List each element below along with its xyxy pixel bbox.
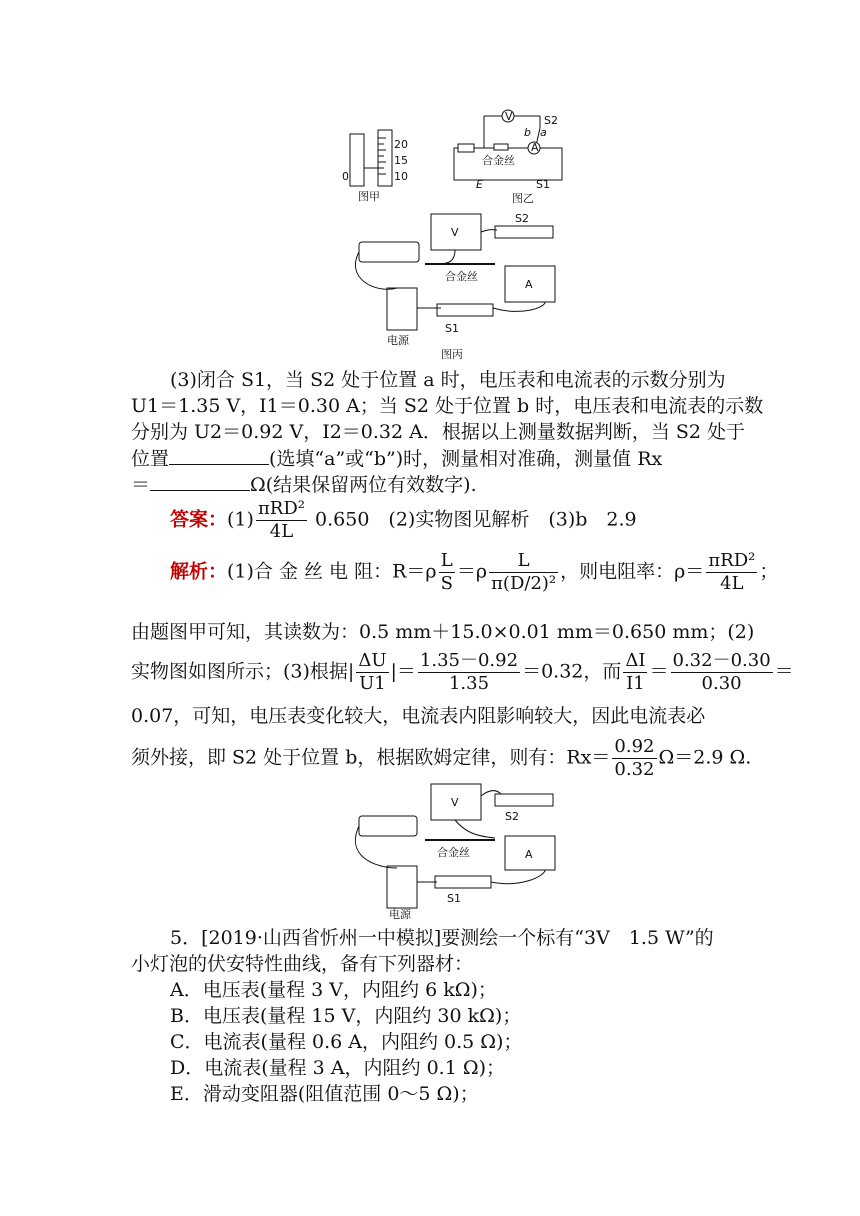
yi-a-label: A [531, 141, 539, 154]
figure-bing-apparatus [345, 208, 580, 360]
caption-jia: 图甲 [358, 190, 380, 203]
frac-voltage-change: $\frac{1.35-0.92}{1.35}$ [419, 650, 519, 694]
q5-option-c: C．电流表(量程 0.6 A，内阻约 0.5 Ω)； [170, 1031, 523, 1053]
analysis-line-4: 0.07，可知，电压表变化较大，电流表内阻影响较大，因此电流表必 [131, 705, 706, 727]
analysis-label: 解析： [170, 560, 228, 583]
figure-yi-circuit [440, 106, 570, 206]
q3-line-3: 分别为 U2＝0.92 V，I2＝0.32 A．根据以上测量数据判断，当 S2 处于 [131, 421, 746, 443]
figure-apparatus-answer [345, 776, 580, 920]
yi-alloy-label: 合金丝 [482, 154, 515, 167]
analysis-line-1: 解析：(1)合 金 丝 电 阻：R＝ρ $\frac{L}{S}$ ＝ρ $\frac{L}{\text{π(D/2)²}}$ ，则电阻率：ρ＝ $\frac{\text{πRD²}}{4L}$ ； [170, 550, 779, 594]
answer-part1: (1) [227, 508, 254, 531]
ans-fig-v-label: V [451, 796, 459, 809]
answer-rest: 0.650 (2)实物图见解析 (3)b 2.9 [315, 508, 637, 531]
q5-option-b: B．电压表(量程 15 V，内阻约 30 kΩ)； [170, 1005, 522, 1027]
scale-20: 20 [394, 138, 408, 151]
q3-l4-prefix: 位置 [131, 448, 170, 470]
q3-line-1: (3)闭合 S1，当 S2 处于位置 a 时，电压表和电流表的示数分别为 [170, 369, 726, 391]
yi-e-label: E [476, 178, 483, 191]
scale-0: 0 [342, 170, 349, 183]
q5-option-e: E．滑动变阻器(阻值范围 0～5 Ω)； [170, 1083, 479, 1105]
yi-a-pos-label: a [540, 126, 547, 139]
q5-line-1: 5．[2019·山西省忻州一中模拟]要测绘一个标有“3V 1.5 W”的 [170, 927, 714, 949]
yi-s1-label: S1 [536, 178, 550, 191]
frac-di-i1: $\frac{\Delta I}{I1}$ [625, 650, 646, 694]
q3-line-2: U1＝1.35 V，I1＝0.30 A；当 S2 处于位置 b 时，电压表和电流表的示数 [131, 395, 764, 417]
scale-10: 10 [394, 170, 408, 183]
answer-blank-position[interactable] [169, 446, 269, 465]
q5-line-2: 小灯泡的伏安特性曲线，备有下列器材： [131, 953, 474, 975]
frac-l-area: $\frac{L}{\text{π(D/2)²}}$ [491, 550, 557, 594]
q3-line-4 [131, 446, 662, 471]
bing-alloy-label: 合金丝 [445, 270, 478, 283]
q5-option-d: D．电流表(量程 3 A，内阻约 0.1 Ω)； [170, 1057, 505, 1079]
analysis-line-5: 须外接，即 S2 处于位置 b，根据欧姆定律，则有：Rx＝ $\frac{0.92}{0.32}$ Ω＝2.9 Ω. [131, 736, 752, 780]
frac-du-u1: $\frac{\Delta U}{U1}$ [358, 650, 387, 694]
answer-label: 答案： [170, 508, 228, 531]
yi-s2-label: S2 [544, 114, 558, 127]
analysis-line-2: 由题图甲可知，其读数为：0.5 mm＋15.0×0.01 mm＝0.650 mm；(2) [131, 621, 755, 643]
frac-resistivity: $\frac{\text{πRD²}}{4L}$ [708, 550, 756, 594]
ans-fig-a-label: A [525, 848, 533, 861]
bing-power-label: 电源 [387, 334, 409, 347]
ans-fig-s1-label: S1 [447, 892, 461, 905]
q3-line-5 [131, 472, 477, 497]
bing-v-label: V [451, 226, 459, 239]
q3-l4-suffix: (选填“a”或“b”)时，测量相对准确，测量值 Rx [269, 448, 663, 470]
frac-current-change: $\frac{0.32-0.30}{0.30}$ [672, 650, 771, 694]
figure-jia-micrometer [338, 126, 418, 206]
q3-l5-suffix: Ω(结果保留两位有效数字). [250, 474, 477, 496]
bing-s2-label: S2 [515, 212, 529, 225]
frac-l-s: $\frac{L}{S}$ [440, 550, 453, 594]
answer-blank-value[interactable] [150, 472, 250, 491]
yi-b-label: b [524, 126, 531, 139]
ans-fig-power-label: 电源 [389, 908, 411, 920]
scale-15: 15 [394, 154, 408, 167]
q3-l5-prefix: ＝ [131, 474, 151, 496]
answer-fraction: $\frac{\text{πRD²}}{4L}$ [257, 498, 305, 542]
ans-fig-s2-label: S2 [505, 810, 519, 823]
ans-fig-alloy-label: 合金丝 [437, 846, 470, 859]
analysis-line-3: 实物图如图所示；(3)根据| $\frac{\Delta U}{U1}$ |＝ $\frac{1.35-0.92}{1.35}$ ＝0.32，而 $\frac{\Delta I}{I1}$ ＝ $\frac{0.32-0.30}{0.30}$ ＝ [131, 650, 794, 694]
frac-rx: $\frac{0.92}{0.32}$ [614, 736, 655, 780]
caption-bing: 图丙 [441, 348, 463, 360]
bing-s1-label: S1 [445, 322, 459, 335]
yi-v-label: V [505, 110, 513, 123]
bing-a-label: A [525, 278, 533, 291]
answer-line [170, 498, 637, 543]
q5-option-a: A．电压表(量程 3 V，内阻约 6 kΩ)； [170, 979, 497, 1001]
caption-yi: 图乙 [512, 192, 534, 205]
